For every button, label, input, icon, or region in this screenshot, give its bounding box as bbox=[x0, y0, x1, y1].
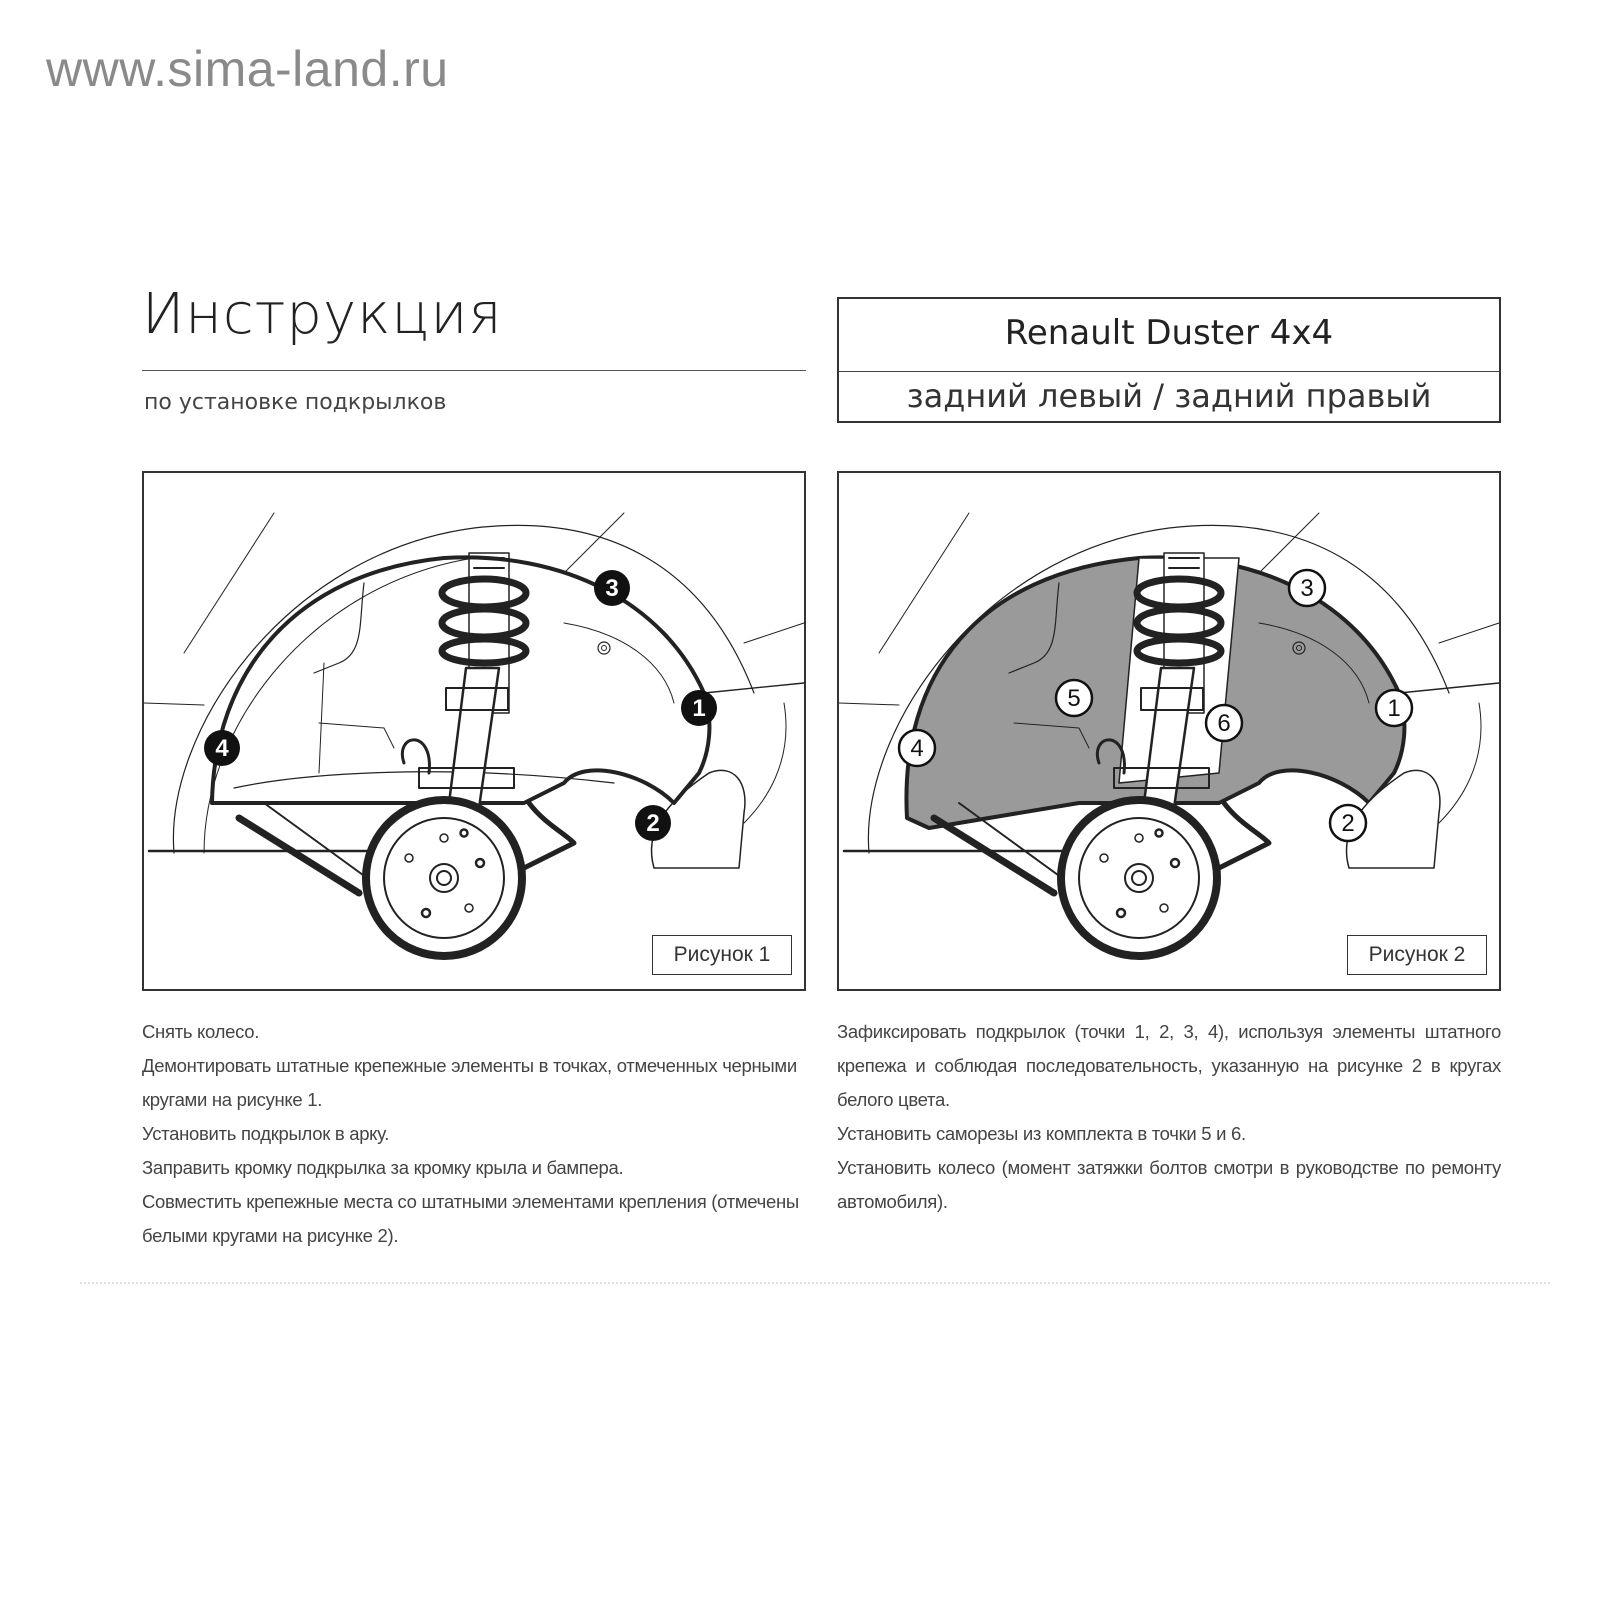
figure-2 bbox=[837, 471, 1501, 991]
figure-2-label: Рисунок 2 bbox=[1347, 935, 1487, 975]
model-variant: задний левый / задний правый bbox=[906, 377, 1432, 415]
figure-1 bbox=[142, 471, 806, 991]
marker-4: 4 bbox=[910, 735, 924, 762]
marker-6: 6 bbox=[1217, 710, 1231, 737]
step-item: Установить саморезы из комплекта в точки 5 и 6. bbox=[837, 1123, 1246, 1144]
page-title: Инструкция bbox=[142, 282, 503, 347]
page-subtitle: по установке подкрылков bbox=[144, 390, 447, 415]
steps-right bbox=[837, 1015, 1501, 1219]
model-name: Renault Duster 4x4 bbox=[1004, 313, 1334, 353]
model-divider bbox=[839, 371, 1499, 372]
step-item: Заправить кромку подкрылка за кромку крыла и бампера. bbox=[142, 1157, 624, 1178]
marker-3: 3 bbox=[1300, 575, 1314, 602]
marker-2: 2 bbox=[646, 810, 660, 837]
marker-1: 1 bbox=[692, 695, 706, 722]
step-item: Снять колесо. bbox=[142, 1021, 260, 1042]
marker-2: 2 bbox=[1341, 810, 1355, 837]
model-box bbox=[837, 297, 1501, 423]
marker-3: 3 bbox=[605, 575, 619, 602]
site-watermark: www.sima-land.ru bbox=[46, 41, 449, 97]
figure-1-label: Рисунок 1 bbox=[652, 935, 792, 975]
marker-1: 1 bbox=[1387, 695, 1401, 722]
step-item: Зафиксировать подкрылок (точки 1, 2, 3, 4), используя элементы штатного крепежа и соблюдая последовательность, указанную на рисунке 2 в кругах белого цвета. bbox=[837, 1021, 1501, 1110]
marker-5: 5 bbox=[1067, 685, 1081, 712]
wheel-arch-drawing-1 bbox=[144, 473, 808, 993]
wheel-arch-drawing-2 bbox=[839, 473, 1503, 993]
dotted-divider bbox=[80, 1282, 1550, 1284]
step-item: Совместить крепежные места со штатными элементами крепления (отмечены белыми кругами на рисунке 2). bbox=[142, 1191, 799, 1246]
marker-4: 4 bbox=[215, 735, 229, 762]
step-item: Установить подкрылок в арку. bbox=[142, 1123, 390, 1144]
steps-left bbox=[142, 1015, 806, 1253]
step-item: Установить колесо (момент затяжки болтов смотри в руководстве по ремонту автомобиля). bbox=[837, 1157, 1501, 1212]
title-divider bbox=[142, 370, 806, 371]
step-item: Демонтировать штатные крепежные элементы в точках, отмеченных черными кругами на рисунке 1. bbox=[142, 1055, 797, 1110]
